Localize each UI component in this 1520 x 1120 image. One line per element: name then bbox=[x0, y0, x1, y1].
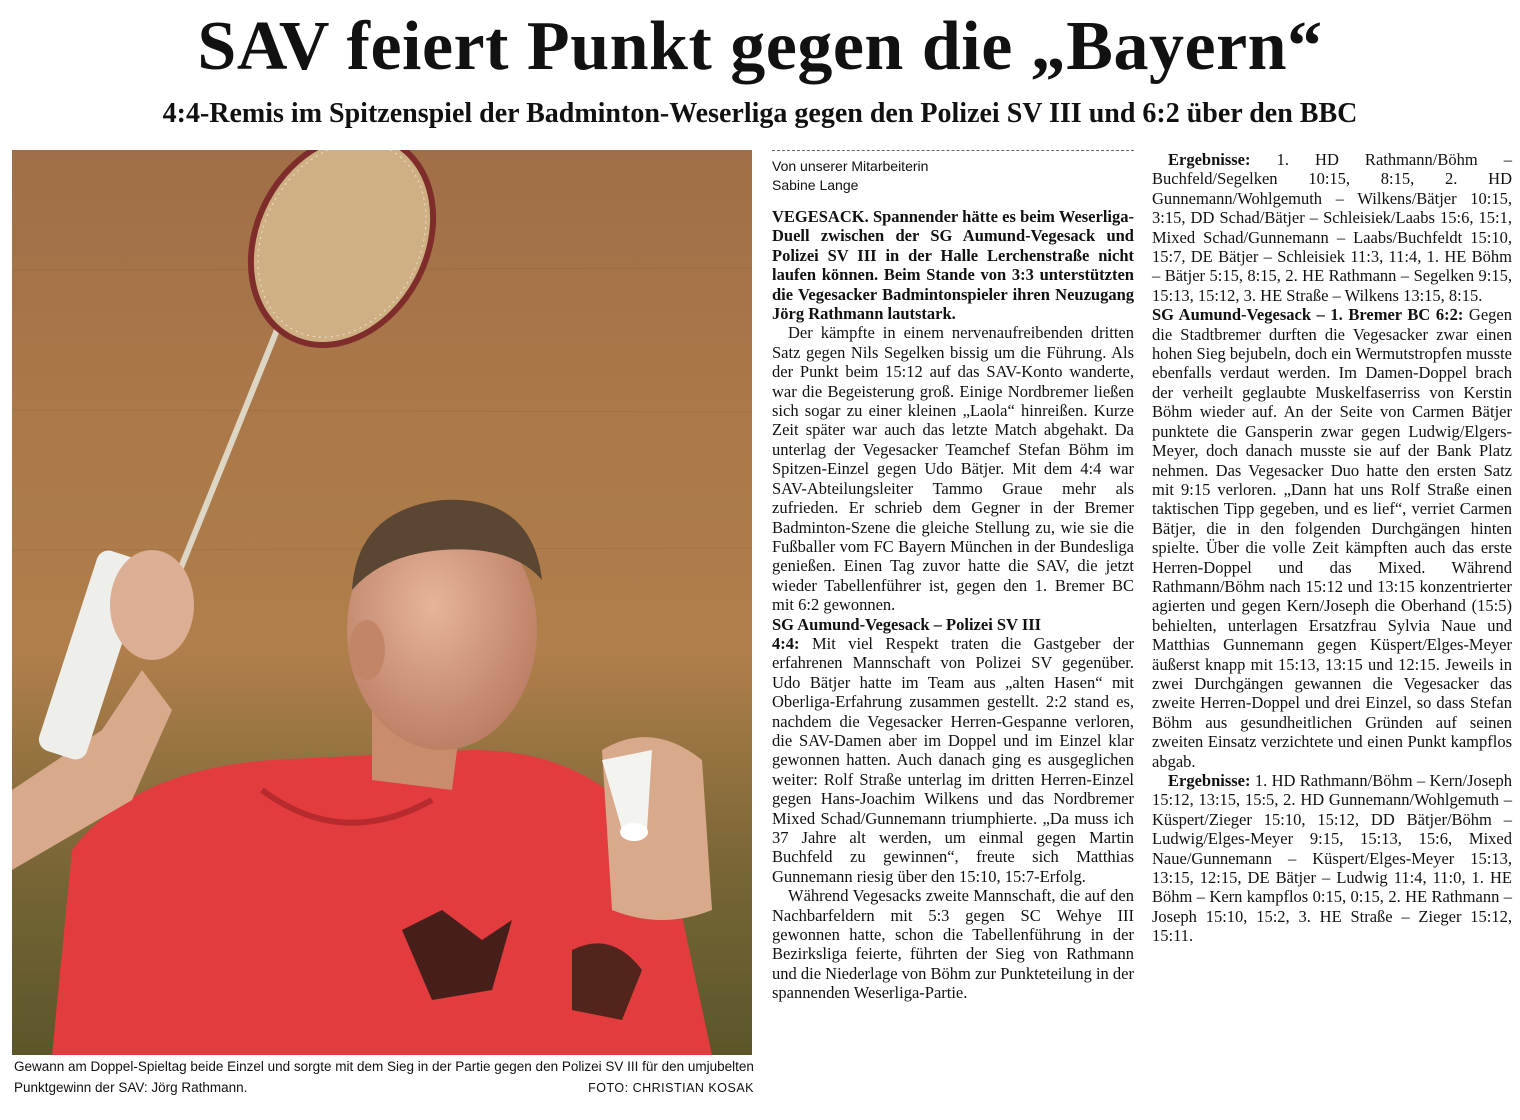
paragraph: Während Vegesacks zweite Mannschaft, die auf den Nachbarfeldern mit 5:3 gegen SC Wehye III gewonnen hatte, schon die Tabellenführung in der Bezirksliga feierte, führten der Sieg von Rathmann und die Niederlage von Böhm zur Punkteteilung in der spannenden Weserliga-Partie. bbox=[772, 886, 1135, 1003]
results-text: 1. HD Rathmann/Böhm – Kern/Joseph 15:12, 13:15, 15:5, 2. HD Gunnemann/Wohlgemuth – Küspert/Zieger 15:10, 15:12, DD Bätjer/Böhm – Ludwig/Elges-Meyer 9:15, 15:13, 15:6, Mixed Naue/Gunnemann – Küspert/Elges-Meyer 15:13, 13:15, 12:15, DE Bätjer – Ludwig 11:4, 11:0, 1. HE Böhm – Kern kampflos 0:15, 0:15, 2. HE Rathmann – Joseph 15:10, 15:2, 3. HE Straße – Zieger 15:12, 15:11. bbox=[1152, 771, 1513, 946]
results-text: 1. HD Rathmann/Böhm – Buchfeld/Segelken 10:15, 8:15, 2. HD Gunnemann/Wohlgemuth – Wilkens/Bätjer 10:15, 3:15, DD Schad/Bätjer – Schleisiek/Laabs 15:6, 15:1, Mixed Schad/Gunnemann – Laabs/Buchfeldt 15:10, 15:7, DE Bätjer – Schleisiek 11:3, 11:4, 1. HE Böhm – Bätjer 5:15, 8:15, 2. HE Rathmann – Segelken 9:15, 15:13, 15:12, 3. HE Straße – Wilkens 13:15, 8:15. bbox=[1152, 150, 1513, 305]
paragraph: Der kämpfte in einem nervenaufreibenden dritten Satz gegen Nils Segelken bissig um die Führung. Als der Punkt beim 15:12 auf das SAV-Konto wanderte, war die Begeisterung groß. Einige Nordbremer ließen sich sogar zu einer kleinen „Laola“ hinreißen. Kurze Zeit später war auch das letzte Match abgehakt. Da unterlag der Vegesacker Teamchef Stefan Böhm im Spitzen-Einzel gegen Udo Bätjer. Mit dem 4:4 war SAV-Abteilungsleiter Tammo Graue mehr als zufrieden. Er schrieb dem Gegner in der Bremer Badminton-Szene die gleiche Stellung zu, wie sie die Fußballer vom FC Bayern München in der Bundesliga genießen. Einen Tag zuvor hatte die SAV, die jetzt wieder Tabellenführer ist, gegen den 1. Bremer BC mit 6:2 gewonnen. bbox=[772, 323, 1134, 615]
headline: SAV feiert Punkt gegen die „Bayern“ bbox=[197, 8, 1323, 85]
paragraph-text: Gegen die Stadtbremer durften die Vegesacker zwar einen hohen Sieg bejubeln, doch ein Wermutstropfen musste ebenfalls verdaut werden. Im Damen-Doppel brach der verheilt geglaubte Muskelfaserriss von Kerstin Böhm wieder auf. An der Seite von Carmen Bätjer punktete die Gansperin zwar gegen Ludwig/Elgers-Meyer, doch danach musste sie auf der Bank Platz nehmen. Das Vegesacker Duo hatte den ersten Satz mit 9:15 verloren. „Dann hat uns Rolf Straße einen taktischen Tipp gegeben, und es lief“, verriet Carmen Bätjer, die in den folgenden Durchgängen hinten spielte. Über die volle Zeit kämpften auch das erste Herren-Doppel und das Mixed. Während Rathmann/Böhm nach 15:12 und 13:15 konzentrierter agierten und gegen Kern/Joseph die Oberhand (15:5) behielten, unterlagen Ersatzfrau Sylvia Naue und Matthias Gunnemann gegen Küspert/Elges-Meyer äußerst knapp mit 15:13, 13:15 und 12:15. Jeweils in zwei Durchgängen gewannen die Vegesacker das zweite Herren-Doppel und drei Einzel, so dass Stefan Böhm aus gesundheitlichen Gründen auf seinen zweiten Einsatz verzichtete und einen Punkt kampflos abgab. bbox=[1152, 305, 1512, 771]
byline bbox=[772, 157, 1134, 195]
section-heading: SG Aumund-Vegesack – Polizei SV III bbox=[772, 614, 1042, 634]
subheadline: 4:4-Remis im Spitzenspiel der Badminton-Weserliga gegen den Polizei SV III und 6:2 über den BBC bbox=[162, 98, 1358, 129]
results-paragraph bbox=[1152, 150, 1512, 305]
paragraph bbox=[772, 634, 1134, 886]
byline-role: Von unserer Mitarbeiterin bbox=[772, 158, 929, 174]
photo-credit: FOTO: CHRISTIAN KOSAK bbox=[588, 1081, 754, 1095]
section-heading: SG Aumund-Vegesack – 1. Bremer BC 6:2: bbox=[1152, 305, 1464, 325]
results-label: Ergebnisse: bbox=[1168, 771, 1251, 790]
section-score: 4:4: bbox=[772, 633, 800, 653]
byline-author: Sabine Lange bbox=[772, 177, 859, 193]
results-paragraph bbox=[1152, 771, 1512, 946]
paragraph bbox=[1152, 305, 1512, 771]
divider bbox=[772, 150, 1134, 151]
article-column-2 bbox=[1152, 150, 1512, 946]
caption-text: Gewann am Doppel-Spieltag beide Einzel und sorgte mit dem Sieg in der Partie gegen den Polizei SV III für den umjubelten Punktgewinn der SAV: Jörg Rathmann. bbox=[14, 1059, 754, 1095]
lead-paragraph: VEGESACK. Spannender hätte es beim Weserliga-Duell zwischen der SG Aumund-Vegesack und Polizei SV III in der Halle Lerchenstraße nicht laufen können. Beim Stande von 3:3 unterstützten die Vegesacker Badmintonspieler ihren Neuzugang Jörg Rathmann lautstark. bbox=[772, 207, 1134, 324]
photo-caption bbox=[14, 1056, 754, 1099]
paragraph-text: Mit viel Respekt traten die Gastgeber der erfahrenen Mannschaft von Polizei SV gegenüber. Udo Bätjer hatte im Team aus „alten Hasen“ mit Oberliga-Erfahrung zusammen gestellt. 2:2 stand es, nachdem die Vegesacker Herren-Gespanne verloren, die SAV-Damen aber im Doppel und im Einzel klar gewonnen hatten. Auch danach ging es ausgeglichen weiter: Rolf Straße unterlag im dritten Herren-Einzel gegen Hans-Joachim Wilkens und das Nordbremer Mixed Schad/Gunnemann triumphierte. „Da muss ich 37 Jahre alt werden, um einmal gegen Martin Buchfeld zu gewinnen“, freute sich Matthias Gunnemann riesig über den 15:10, 15:7-Erfolg. bbox=[772, 633, 1135, 886]
results-label: Ergebnisse: bbox=[1168, 150, 1251, 169]
article-column-1 bbox=[772, 150, 1134, 1003]
badminton-player-photo bbox=[12, 150, 752, 1055]
